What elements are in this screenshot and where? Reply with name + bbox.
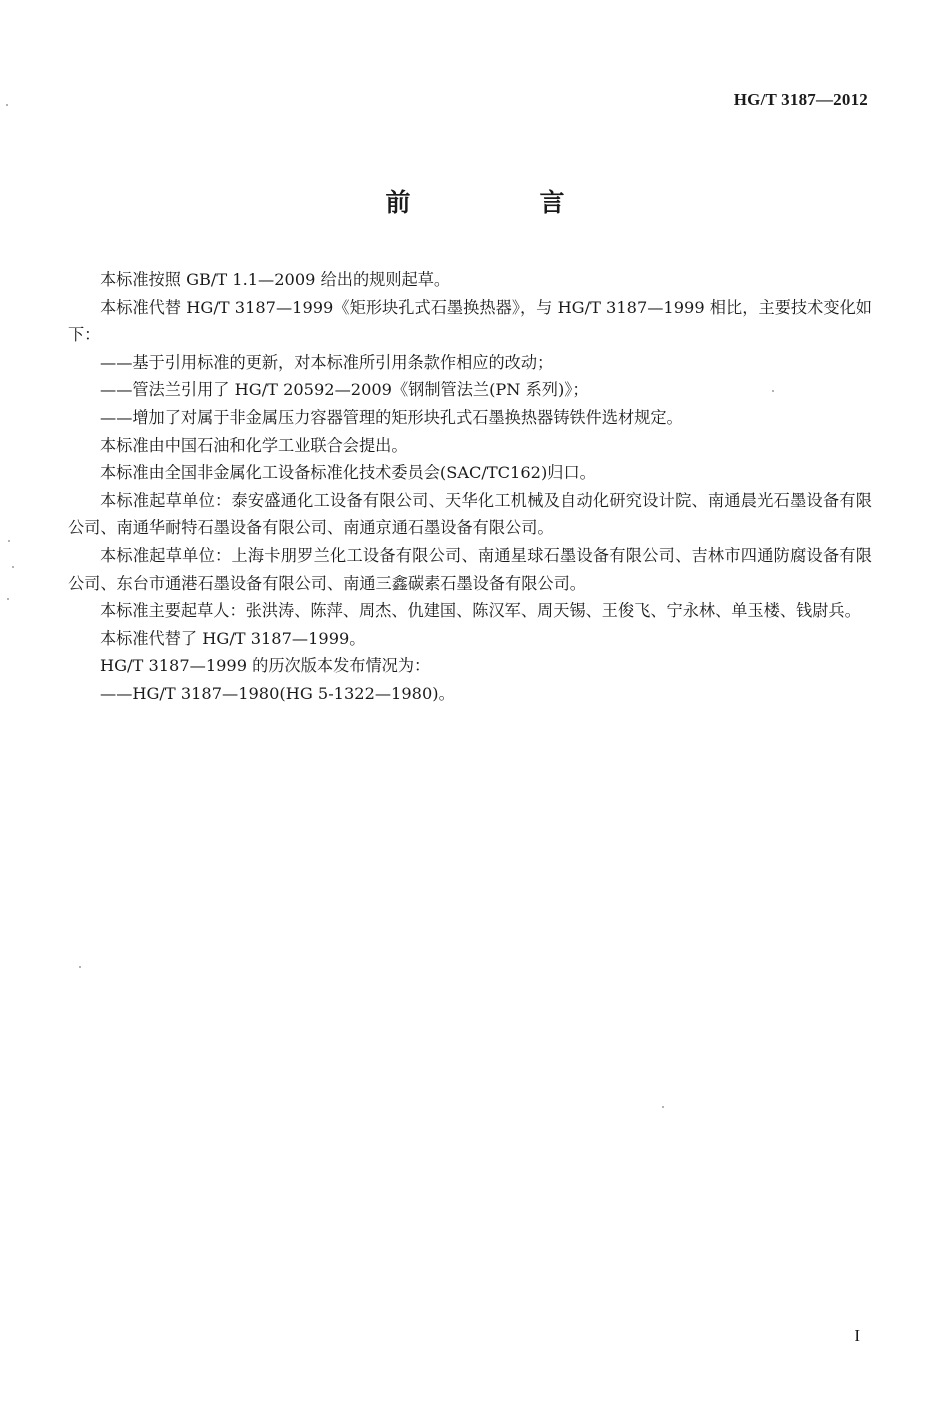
paragraph-drafting-units-1: 本标准起草单位：泰安盛通化工设备有限公司、天华化工机械及自动化研究设计院、南通晨光石墨设备有限公司、南通华耐特石墨设备有限公司、南通京通石墨设备有限公司。 (68, 490, 872, 538)
list-item: ——管法兰引用了 HG/T 20592—2009《钢制管法兰(PN 系列)》； (100, 380, 589, 400)
standard-code: HG/T 3187—2012 (733, 90, 868, 109)
paragraph-committee: 本标准由全国非金属化工设备标准化技术委员会(SAC/TC162)归口。 (100, 463, 596, 483)
paragraph-drafters: 本标准主要起草人：张洪涛、陈萍、周杰、仇建国、陈汉军、周天锡、王俊飞、宁永林、单玉楼、钱尉兵。 (100, 601, 861, 621)
paragraph-supersedes: 本标准代替了 HG/T 3187—1999。 (100, 628, 366, 648)
page-number: I (854, 1326, 860, 1345)
paragraph-drafting-rules: 本标准按照 GB/T 1.1—2009 给出的规则起草。 (100, 270, 451, 289)
scan-speck (662, 1106, 664, 1108)
scan-speck (8, 540, 10, 542)
scan-speck (79, 966, 81, 968)
paragraph-drafting-units-2: 本标准起草单位：上海卡朋罗兰化工设备有限公司、南通星球石墨设备有限公司、吉林市四通防腐设备有限公司、东台市通港石墨设备有限公司、南通三鑫碳素石墨设备有限公司。 (68, 545, 872, 593)
paragraph-history: HG/T 3187—1999 的历次版本发布情况为： (100, 656, 431, 676)
list-item: ——HG/T 3187—1980(HG 5-1322—1980)。 (100, 683, 455, 703)
scan-speck (6, 104, 8, 106)
paragraph-proposer: 本标准由中国石油和化学工业联合会提出。 (100, 435, 408, 455)
list-item: ——增加了对属于非金属压力容器管理的矩形块孔式石墨换热器铸铁件选材规定。 (100, 407, 683, 427)
page-title: 前 言 (385, 188, 617, 217)
list-item: ——基于引用标准的更新，对本标准所引用条款作相应的改动； (100, 352, 554, 372)
scan-speck (772, 390, 774, 392)
preface-body (68, 266, 872, 708)
scan-speck (7, 598, 9, 600)
scan-speck (12, 566, 14, 568)
paragraph-replacement: 本标准代替 HG/T 3187—1999《矩形块孔式石墨换热器》，与 HG/T 3187—1999 相比，主要技术变化如下： (68, 297, 872, 345)
